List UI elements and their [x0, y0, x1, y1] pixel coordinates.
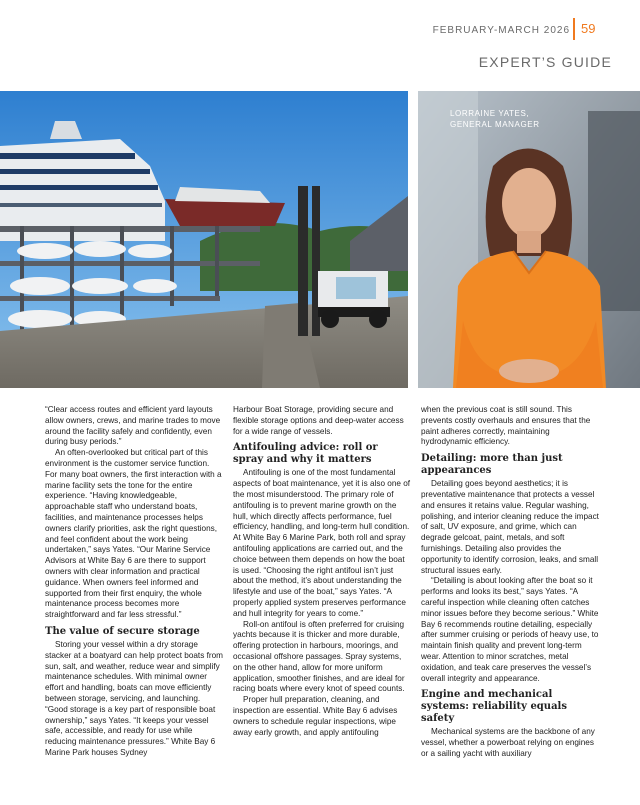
- article-column-3: [421, 405, 599, 760]
- issue-label: FEBRUARY-MARCH 2026: [432, 25, 570, 36]
- page-number: 59: [581, 21, 596, 36]
- article-column-1: [45, 405, 223, 759]
- article-column-2: [233, 405, 411, 738]
- paragraph: “Clear access routes and efficient yard layouts allow owners, crews, and marine trades to move around the facility safely and confidently, even during busy periods.”: [45, 405, 221, 447]
- paragraph: Proper hull preparation, cleaning, and inspection are essential. White Bay 6 advises owners to schedule regular inspections, wipe away early growth, and apply antifouling: [233, 695, 398, 737]
- paragraph: An often-overlooked but critical part of this environment is the customer service function. For many boat owners, the first interaction with a marine facility sets the tone for the entire experience. “Having knowledgeable, approachable staff who understand boats, facilities, and maintenance processes helps owners clarify priorities, ask the right questions, and feel confident about the work being undertaken,” says Yates. “Our Marine Service Advisors at White Bay 6 are there to support owners with clear information and practical guidance. When owners feel informed and supported from their first enquiry, the whole maintenance process becomes more straightforward and far less stressful.”: [45, 448, 222, 620]
- paragraph: Detailing goes beyond aesthetics; it is preventative maintenance that protects a vessel and ensures it retains value. Regular washing, polishing, and interior cleaning reduce the impact of salt, UV exposure, and grime, which can degrade gelcoat, paint, metals, and soft furnishings. Detailing also provides the opportunity to identify corrosion, leaks, and small structural issues early.: [421, 479, 599, 575]
- paragraph: Antifouling is one of the most fundamental aspects of boat maintenance, yet it is also one of the most misunderstood. The primary role of antifouling is to prevent marine growth on the hull, which directly affects performance, fuel efficiency, handling, and long-term hull condition. At White Bay 6 Marine Park, both roll and spray antifouling applications are carried out, and the choice between them depends on how the boat is used. “Choosing the right antifoul isn’t just about the method, it’s about understanding the lifestyle and use of the boat,” says Yates. “A properly applied system preserves performance and hull integrity for years to come.”: [233, 468, 411, 618]
- portrait-caption: [450, 108, 540, 130]
- paragraph: “Detailing is about looking after the boat so it performs and looks its best,” says Yates. “A careful inspection while cleaning often catches minor issues before they become serious.” White Bay 6 recommends routine detailing, especially after summer cruising or periods of heavy use, to maintain finish quality and prevent long-term wear. Attention to minor scratches, metal oxidation, and teak care preserves the vessel’s overall integrity and appearance.: [421, 576, 599, 683]
- section-title: EXPERT’S GUIDE: [478, 54, 612, 70]
- header-divider: [573, 18, 575, 40]
- paragraph: Mechanical systems are the backbone of any vessel, whether a powerboat relying on engines or a sailing yacht with auxiliary: [421, 727, 595, 758]
- subheading-antifouling: Antifouling advice: roll or spray and why it matters: [233, 442, 378, 466]
- paragraph: Harbour Boat Storage, providing secure and flexible storage options and deep-water access for a wide range of vessels.: [233, 405, 404, 436]
- subheading-detailing: Detailing: more than just appearances: [421, 453, 563, 477]
- boat-yard-photo: [0, 91, 408, 388]
- subheading-engine: Engine and mechanical systems: reliability equals safety: [421, 689, 567, 725]
- portrait-photo: [418, 91, 640, 388]
- paragraph: Roll-on antifoul is often preferred for cruising yachts because it is thicker and more durable, offering protection in harbours, moorings, and occasional offshore passages. Spray systems, on the other hand, allow for more uniform application, smoother finishes, and are ideal for racing boats where every knot of speed counts.: [233, 619, 405, 694]
- caption-name: LORRAINE YATES,: [450, 109, 530, 118]
- caption-role: GENERAL MANAGER: [450, 120, 540, 129]
- subheading-secure-storage: The value of secure storage: [45, 625, 200, 637]
- paragraph: Storing your vessel within a dry storage stacker at a boatyard can help protect boats from sun, salt, and weather, reduce wear and simplify maintenance schedules. With minimal owner effort and handling, boats can move efficiently between storage, servicing, and launching. “Good storage is a key part of responsible boat ownership,” says Yates. “It keeps your vessel safe, accessible, and ready for use while reducing maintenance pressures.” White Bay 6 Marine Park houses Sydney: [45, 639, 223, 757]
- paragraph: when the previous coat is still sound. This prevents costly overhauls and ensures that the paint adheres correctly, maintaining hydrodynamic efficiency.: [421, 405, 591, 447]
